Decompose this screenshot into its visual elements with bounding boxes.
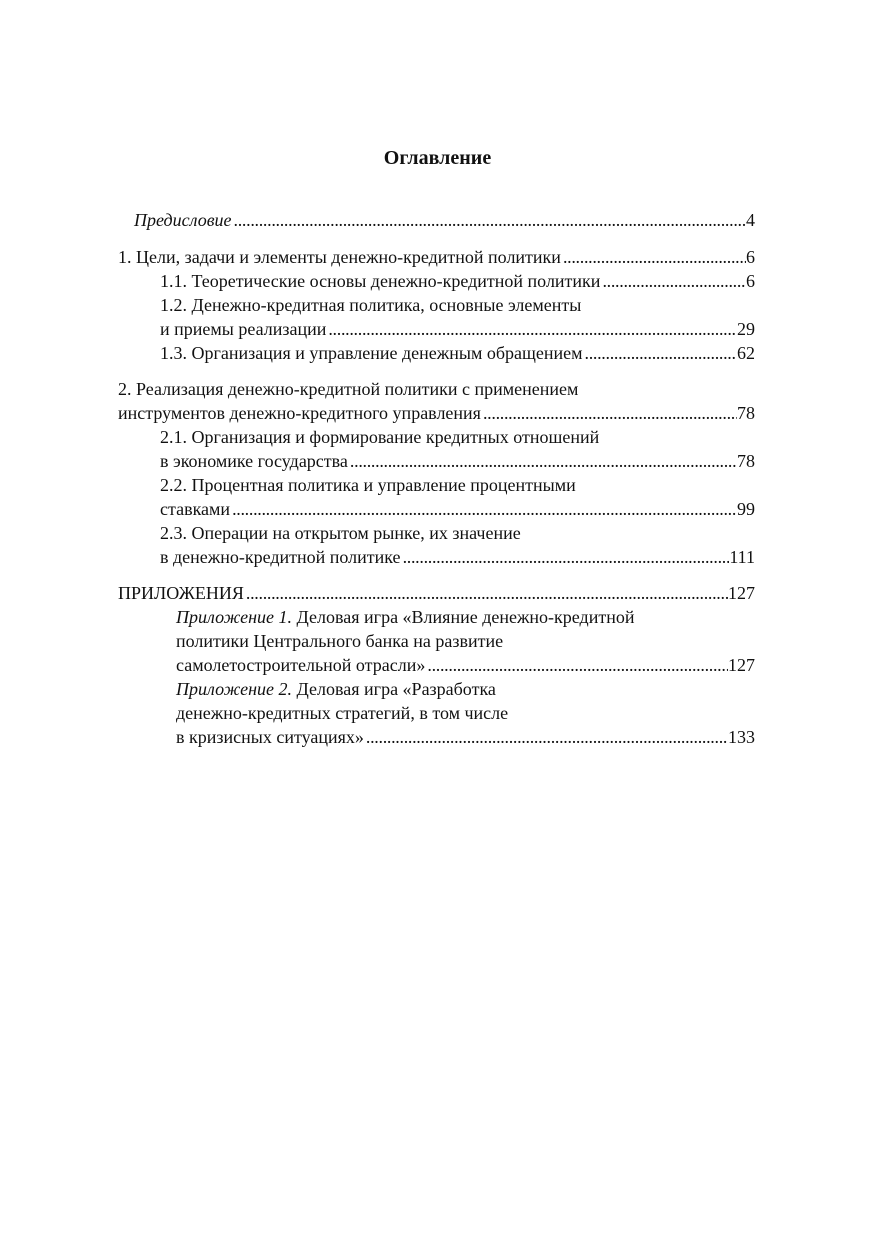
page-title: Оглавление (383, 147, 492, 169)
toc-entry-section-2-2[interactable] (118, 497, 755, 521)
toc-entry-label: ПРИЛОЖЕНИЯ (118, 583, 244, 603)
toc-page-number: 6 (746, 247, 755, 267)
leader-dots (230, 497, 737, 521)
toc-page-number: 6 (746, 271, 755, 291)
toc-entry-label: Предисловие (134, 210, 232, 230)
toc-entry-section-2-1[interactable] (118, 449, 755, 473)
toc-entry-section-1-1[interactable] (118, 269, 755, 293)
leader-dots (425, 653, 728, 677)
toc-entry-label: инструментов денежно-кредитного управления (118, 403, 481, 423)
toc-entry-appendices[interactable] (118, 581, 755, 605)
toc-entry-chapter-2-line1[interactable]: 2. Реализация денежно-кредитной политики с применением (118, 379, 579, 399)
toc-entry-label: 1.1. Теоретические основы денежно-кредитной политики (160, 271, 601, 291)
toc-page-number: 99 (737, 499, 755, 519)
toc-entry-section-1-2[interactable] (118, 317, 755, 341)
leader-dots (561, 245, 746, 269)
toc-entry-section-1-3[interactable] (118, 341, 755, 365)
toc-page-number: 111 (729, 547, 755, 567)
table-of-contents (118, 208, 755, 749)
toc-entry-appendix-1-line1[interactable] (118, 605, 755, 629)
toc-entry-label: в экономике государства (160, 451, 348, 471)
toc-entry-appendix-2-line1[interactable] (118, 677, 755, 701)
toc-entry-appendix-1[interactable] (118, 653, 755, 677)
toc-entry-section-2-3[interactable] (118, 545, 755, 569)
leader-dots (583, 341, 738, 365)
toc-entry-section-2-2-line1[interactable]: 2.2. Процентная политика и управление процентными (160, 475, 576, 495)
appendix-prefix: Приложение 2. (176, 679, 293, 699)
toc-entry-label: 1.3. Организация и управление денежным обращением (160, 343, 583, 363)
toc-entry-label: в денежно-кредитной политике (160, 547, 401, 567)
toc-page-number: 78 (737, 403, 755, 423)
toc-page-number: 127 (728, 655, 755, 675)
toc-entry-section-2-1-line1[interactable]: 2.1. Организация и формирование кредитных отношений (160, 427, 600, 447)
toc-entry-label: в кризисных ситуациях» (176, 727, 364, 747)
toc-entry-chapter-2[interactable] (118, 401, 755, 425)
toc-entry-appendix-1-line2[interactable]: политики Центрального банка на развитие (176, 631, 504, 651)
appendix-title: Деловая игра «Разработка (292, 679, 496, 699)
toc-entry-label: 1. Цели, задачи и элементы денежно-кредитной политики (118, 247, 561, 267)
toc-entry-appendix-2[interactable] (118, 725, 755, 749)
toc-entry-section-1-2-line1[interactable]: 1.2. Денежно-кредитная политика, основные элементы (160, 295, 582, 315)
leader-dots (600, 269, 746, 293)
toc-page-number: 78 (737, 451, 755, 471)
leader-dots (244, 581, 728, 605)
toc-entry-label: ставками (160, 499, 231, 519)
toc-page-number: 133 (728, 727, 755, 747)
toc-page-number: 127 (728, 583, 755, 603)
appendix-title: Деловая игра «Влияние денежно-кредитной (292, 607, 635, 627)
toc-entry-label: самолетостроительной отрасли» (176, 655, 426, 675)
leader-dots (364, 725, 728, 749)
toc-page-number: 4 (746, 210, 755, 230)
toc-page-number: 29 (737, 319, 755, 339)
leader-dots (348, 449, 737, 473)
leader-dots (401, 545, 730, 569)
appendix-prefix: Приложение 1. (176, 607, 293, 627)
toc-entry-preface[interactable] (118, 208, 755, 232)
toc-entry-label: и приемы реализации (160, 319, 327, 339)
toc-entry-section-2-3-line1[interactable]: 2.3. Операции на открытом рынке, их значение (160, 523, 521, 543)
toc-entry-appendix-2-line2[interactable]: денежно-кредитных стратегий, в том числе (176, 703, 509, 723)
toc-entry-chapter-1[interactable] (118, 245, 755, 269)
toc-page-number: 62 (737, 343, 755, 363)
leader-dots (232, 208, 746, 232)
leader-dots (326, 317, 737, 341)
leader-dots (481, 401, 737, 425)
